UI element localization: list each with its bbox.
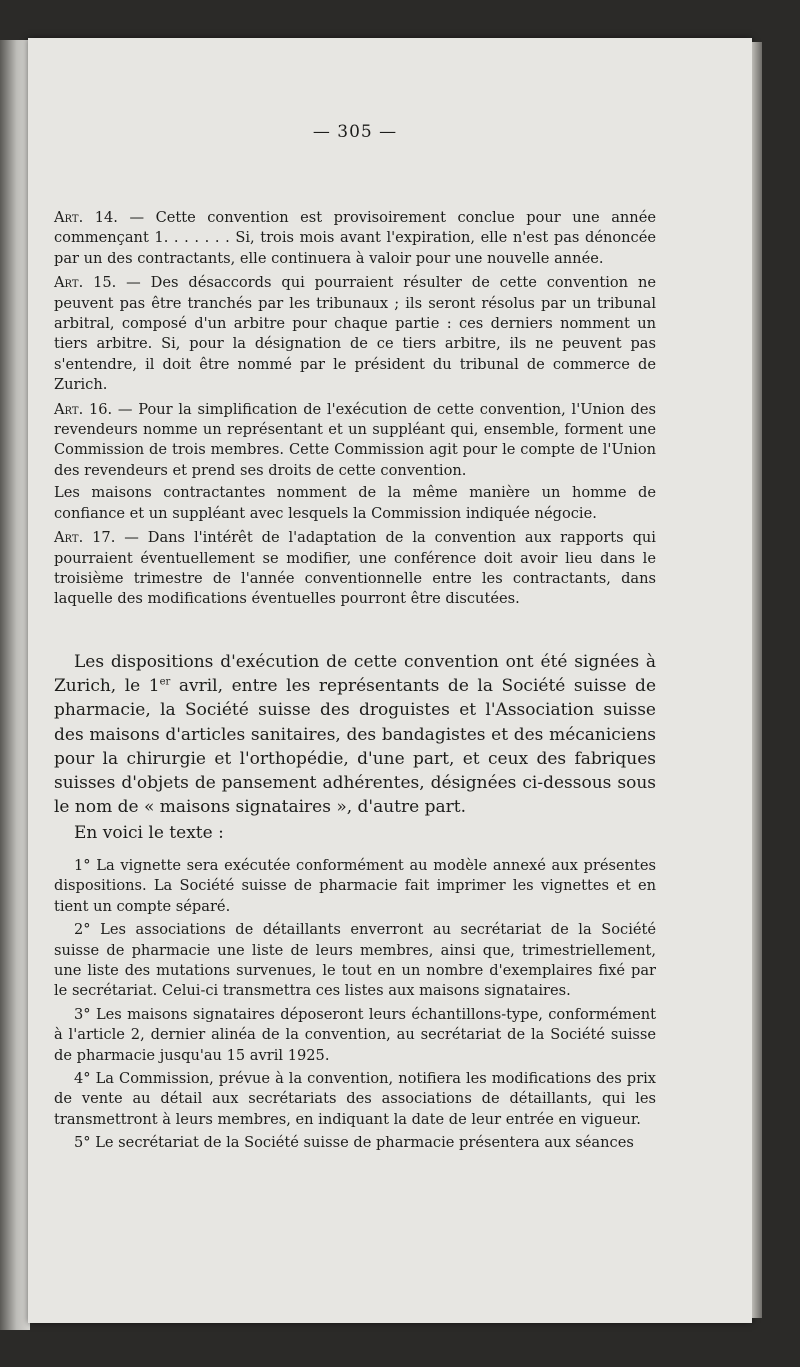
provision-item: 3° Les maisons signataires déposeront leurs échantillons-type, conformément à l'article 2, dernier alinéa de la convention, au secrétariat de la Société suisse de pharmacie jusqu'au 15 avril 1925. — [54, 1005, 656, 1064]
article-label: Art. 15. — [54, 274, 117, 292]
page-side-edge — [752, 42, 762, 1318]
book-page — [28, 38, 752, 1323]
intro-paragraph — [54, 650, 656, 819]
article-14 — [54, 208, 656, 269]
article-text: — Dans l'intérêt de l'adaptation de la convention aux rapports qui pourraient éventuellement se modifier, une conférence doit avoir lieu dans le troisième trimestre de l'année conventionnelle entre les contractants, dans laquelle des modifications éventuelles pourront être discutées. — [54, 529, 656, 608]
provision-item: 5° Le secrétariat de la Société suisse de pharmacie présentera aux séances — [74, 1134, 634, 1152]
intro-text-2: avril, entre les représentants de la Société suisse de pharmacie, la Société suisse des droguistes et l'Association suisse des maisons d'articles sanitaires, des bandagistes et des mécaniciens pour la chirurgie et l'orthopédie, d'une part, et ceux des fabriques suisses d'objets de pansement adhérentes, désignées ci-dessous sous le nom de « maisons signataires », d'autre part. — [54, 676, 657, 818]
article-label: Art. 17. — [54, 529, 116, 547]
provision-item: 4° La Commission, prévue à la convention, notifiera les modifications des prix de vente au détail aux secrétariats des associations de détaillants, qui les transmettront à leurs membres, en indiquant la date de leur entrée en vigueur. — [54, 1070, 656, 1128]
article-text: — Des désaccords qui pourraient résulter de cette convention ne peuvent pas être tranchés par les tribunaux ; ils seront résolus par un tribunal arbitral, composé d'un arbitre pour chaque partie : ces derniers nomment un tiers arbitre. Si, pour la désignation de ce tiers arbitre, ils ne peuvent pas s'entendre, il doit être nommé par le président du tribunal de commerce de Zurich. — [54, 274, 656, 394]
article-text: — Pour la simplification de l'exécution de cette convention, l'Union des revendeurs nomme un représentant et un suppléant qui, ensemble, forment une Commission de trois membres. Cette Commission agit pour le compte de l'Union des revendeurs et prend ses droits de cette convention. — [54, 400, 656, 479]
intro-section — [54, 650, 656, 846]
article-text: — Cette convention est provisoirement conclue pour une année commençant 1. . . . . . . Si, trois mois avant l'expiration, elle n'est pas dénoncée par un des contractants, elle continuera à valoir pour une nouvelle année. — [54, 209, 656, 267]
intro-superscript: er — [159, 676, 171, 688]
article-text: Les maisons contractantes nomment de la même manière un homme de confiance et un suppléant avec lesquels la Commission indiquée négocie. — [54, 484, 656, 522]
adjacent-page-edge — [0, 40, 30, 1330]
article-16-paragraph — [54, 483, 656, 524]
page-number: — 305 — — [312, 122, 398, 142]
article-17 — [54, 528, 656, 610]
intro-text-1: Les dispositions d'exécution de cette convention ont été signées à Zurich, le 1 — [54, 652, 656, 697]
article-label: Art. 14. — [54, 209, 118, 226]
provision-item: 1° La vignette sera exécutée conformément au modèle annexé aux présentes dispositions. La Société suisse de pharmacie fait imprimer les vignettes et en tient un compte séparé. — [54, 857, 656, 915]
article-label: Art. 16. — [54, 400, 113, 418]
provisions-section — [54, 856, 656, 1154]
articles-section — [54, 208, 656, 614]
intro-voici: En voici le texte : — [74, 823, 224, 844]
provision-item: 2° Les associations de détaillants enverront au secrétariat de la Société suisse de pharmacie une liste de leurs membres, ainsi que, trimestriellement, une liste des mutations survenues, le tout en un nombre d'exemplaires fixé par le secrétariat. Celui-ci transmettra ces listes aux maisons signataires. — [54, 921, 656, 1000]
article-15 — [54, 273, 656, 395]
article-16 — [54, 400, 656, 482]
